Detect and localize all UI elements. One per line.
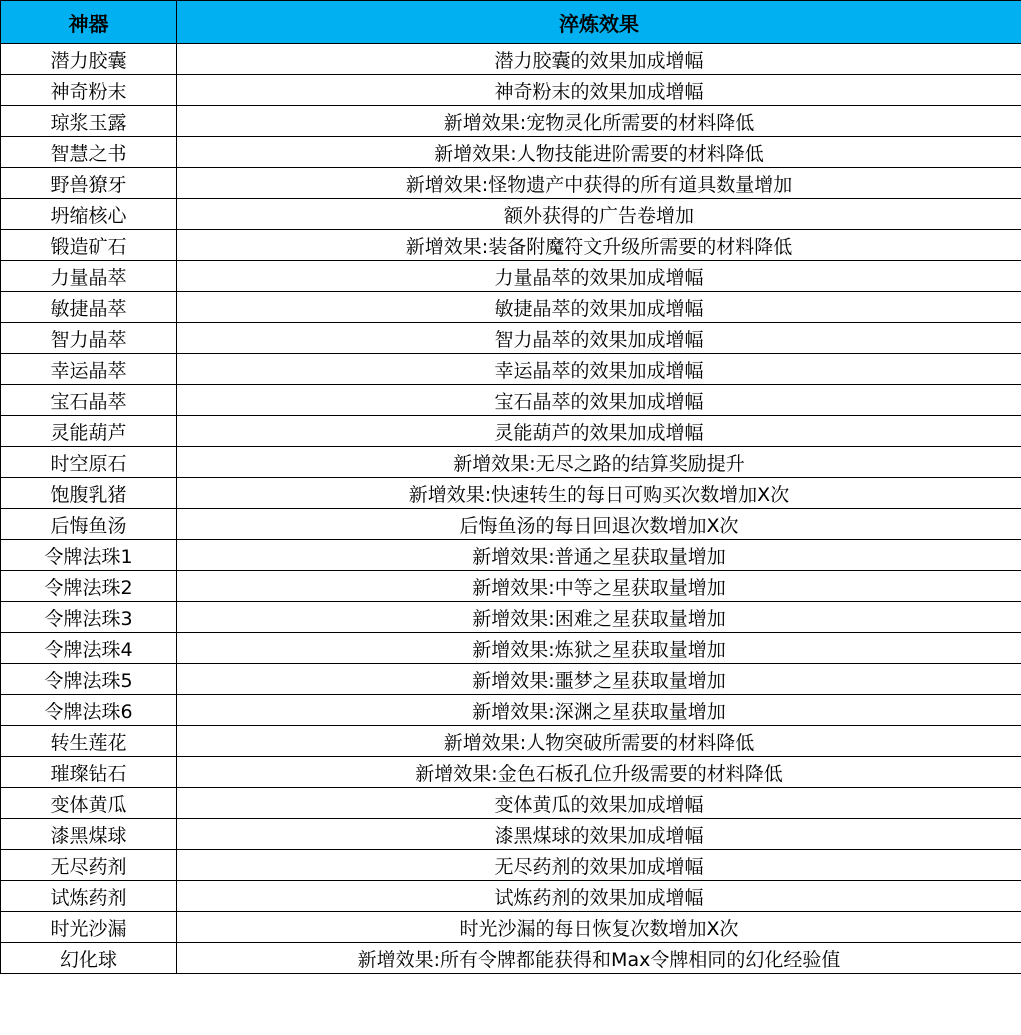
effect-cell: 新增效果:炼狱之星获取量增加 [177, 633, 1021, 664]
artifact-name-cell: 令牌法珠4 [1, 633, 177, 664]
artifact-name-cell: 幻化球 [1, 943, 177, 974]
table-row [1, 106, 1021, 137]
header-artifact: 神器 [1, 1, 177, 44]
table-row [1, 540, 1021, 571]
effect-cell: 漆黑煤球的效果加成增幅 [177, 819, 1021, 850]
table-row [1, 199, 1021, 230]
effect-cell: 新增效果:人物技能进阶需要的材料降低 [177, 137, 1021, 168]
artifact-name-cell: 漆黑煤球 [1, 819, 177, 850]
artifact-name-cell: 璀璨钻石 [1, 757, 177, 788]
table-body [1, 44, 1021, 974]
artifact-name-cell: 灵能葫芦 [1, 416, 177, 447]
table-row [1, 633, 1021, 664]
effect-cell: 后悔鱼汤的每日回退次数增加X次 [177, 509, 1021, 540]
table-row [1, 695, 1021, 726]
table-row [1, 602, 1021, 633]
table-row [1, 571, 1021, 602]
effect-cell: 新增效果:普通之星获取量增加 [177, 540, 1021, 571]
effect-cell: 敏捷晶萃的效果加成增幅 [177, 292, 1021, 323]
artifact-name-cell: 敏捷晶萃 [1, 292, 177, 323]
artifact-name-cell: 锻造矿石 [1, 230, 177, 261]
artifact-name-cell: 时空原石 [1, 447, 177, 478]
effect-cell: 额外获得的广告卷增加 [177, 199, 1021, 230]
artifact-name-cell: 潜力胶囊 [1, 44, 177, 75]
artifact-name-cell: 令牌法珠5 [1, 664, 177, 695]
table-row [1, 137, 1021, 168]
table-row [1, 881, 1021, 912]
table-row [1, 788, 1021, 819]
effect-cell: 新增效果:人物突破所需要的材料降低 [177, 726, 1021, 757]
artifact-name-cell: 时光沙漏 [1, 912, 177, 943]
artifact-name-cell: 幸运晶萃 [1, 354, 177, 385]
table-row [1, 230, 1021, 261]
artifact-name-cell: 试炼药剂 [1, 881, 177, 912]
artifact-name-cell: 令牌法珠6 [1, 695, 177, 726]
header-row [1, 1, 1021, 44]
effect-cell: 神奇粉末的效果加成增幅 [177, 75, 1021, 106]
artifact-name-cell: 令牌法珠2 [1, 571, 177, 602]
effect-cell: 幸运晶萃的效果加成增幅 [177, 354, 1021, 385]
artifact-name-cell: 令牌法珠3 [1, 602, 177, 633]
effect-cell: 灵能葫芦的效果加成增幅 [177, 416, 1021, 447]
effect-cell: 新增效果:噩梦之星获取量增加 [177, 664, 1021, 695]
artifact-name-cell: 令牌法珠1 [1, 540, 177, 571]
table-row [1, 943, 1021, 974]
effect-cell: 新增效果:金色石板孔位升级需要的材料降低 [177, 757, 1021, 788]
effect-cell: 新增效果:快速转生的每日可购买次数增加X次 [177, 478, 1021, 509]
artifact-name-cell: 力量晶萃 [1, 261, 177, 292]
table-row [1, 75, 1021, 106]
artifact-name-cell: 后悔鱼汤 [1, 509, 177, 540]
artifact-name-cell: 坍缩核心 [1, 199, 177, 230]
effect-cell: 智力晶萃的效果加成增幅 [177, 323, 1021, 354]
artifact-name-cell: 饱腹乳猪 [1, 478, 177, 509]
artifact-name-cell: 变体黄瓜 [1, 788, 177, 819]
effect-cell: 无尽药剂的效果加成增幅 [177, 850, 1021, 881]
artifact-name-cell: 转生莲花 [1, 726, 177, 757]
table-row [1, 664, 1021, 695]
artifact-name-cell: 琼浆玉露 [1, 106, 177, 137]
table-row [1, 447, 1021, 478]
table-row [1, 757, 1021, 788]
artifact-name-cell: 智力晶萃 [1, 323, 177, 354]
table-row [1, 912, 1021, 943]
table-row [1, 478, 1021, 509]
table-row [1, 819, 1021, 850]
effect-cell: 新增效果:困难之星获取量增加 [177, 602, 1021, 633]
effect-cell: 新增效果:怪物遗产中获得的所有道具数量增加 [177, 168, 1021, 199]
table-row [1, 509, 1021, 540]
table-row [1, 323, 1021, 354]
header-effect: 淬炼效果 [177, 1, 1021, 44]
table-row [1, 168, 1021, 199]
table-row [1, 261, 1021, 292]
table-row [1, 44, 1021, 75]
effect-cell: 新增效果:所有令牌都能获得和Max令牌相同的幻化经验值 [177, 943, 1021, 974]
effect-cell: 宝石晶萃的效果加成增幅 [177, 385, 1021, 416]
effect-cell: 新增效果:中等之星获取量增加 [177, 571, 1021, 602]
table-row [1, 726, 1021, 757]
artifact-name-cell: 智慧之书 [1, 137, 177, 168]
effect-cell: 新增效果:深渊之星获取量增加 [177, 695, 1021, 726]
effect-cell: 力量晶萃的效果加成增幅 [177, 261, 1021, 292]
table-row [1, 385, 1021, 416]
table-row [1, 354, 1021, 385]
artifact-name-cell: 无尽药剂 [1, 850, 177, 881]
table-row [1, 850, 1021, 881]
artifact-name-cell: 神奇粉末 [1, 75, 177, 106]
effect-cell: 时光沙漏的每日恢复次数增加X次 [177, 912, 1021, 943]
artifact-name-cell: 野兽獠牙 [1, 168, 177, 199]
artifact-name-cell: 宝石晶萃 [1, 385, 177, 416]
effect-cell: 变体黄瓜的效果加成增幅 [177, 788, 1021, 819]
effect-cell: 潜力胶囊的效果加成增幅 [177, 44, 1021, 75]
effect-cell: 新增效果:装备附魔符文升级所需要的材料降低 [177, 230, 1021, 261]
table-row [1, 416, 1021, 447]
effect-cell: 新增效果:无尽之路的结算奖励提升 [177, 447, 1021, 478]
table-row [1, 292, 1021, 323]
effect-cell: 新增效果:宠物灵化所需要的材料降低 [177, 106, 1021, 137]
effect-cell: 试炼药剂的效果加成增幅 [177, 881, 1021, 912]
